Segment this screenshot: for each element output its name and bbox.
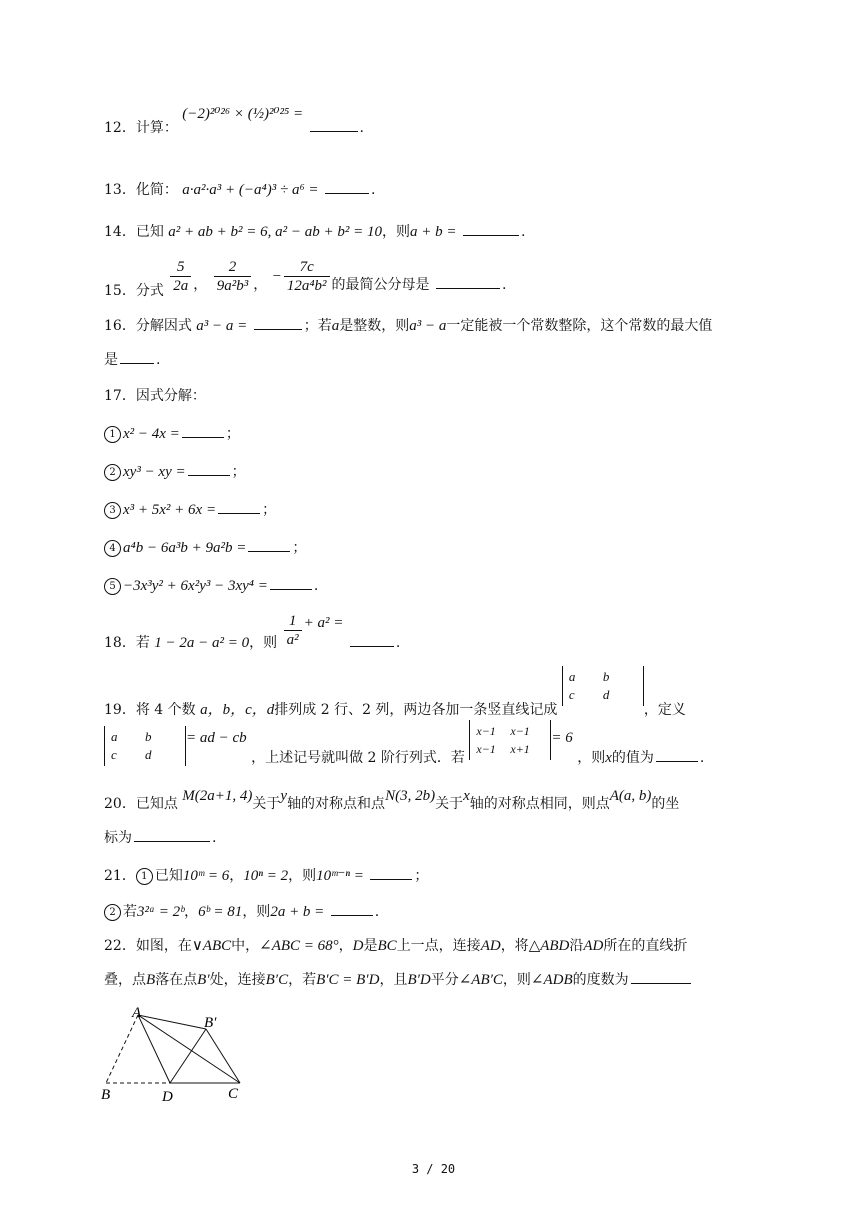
circled-number: 2 — [104, 904, 121, 921]
denominator: a² — [286, 632, 299, 648]
text: 关于 — [252, 796, 281, 812]
text: 的度数为 — [572, 972, 629, 988]
math-expression: a·a²·a³ + (−a⁴)³ ÷ a⁶ = — [182, 182, 319, 198]
cell: d — [145, 747, 152, 762]
punct: ； — [225, 426, 240, 442]
denominator: 12a⁴b² — [286, 278, 327, 294]
text: ；若 — [303, 318, 332, 334]
numerator: 5 — [170, 258, 191, 277]
question-number: 14． — [104, 224, 136, 240]
text: 轴的对称点相同，则点 — [469, 796, 610, 812]
answer-blank[interactable] — [270, 577, 312, 590]
q17-item-3 — [104, 500, 276, 520]
text: 的坐 — [651, 796, 680, 812]
text: ，定义 — [643, 702, 686, 718]
cell: c — [568, 687, 575, 702]
label-a: A — [132, 1005, 142, 1021]
math-expression: a⁴b − 6a³b + 9a²b = — [123, 540, 247, 556]
question-prefix: 分式 — [135, 282, 164, 299]
math-expression: 10ⁿ = 2 — [243, 868, 289, 884]
cell: x−1 — [476, 742, 496, 756]
answer-blank[interactable] — [370, 867, 412, 880]
circled-number: 2 — [104, 464, 121, 481]
text: 将 4 个数 — [135, 702, 196, 718]
text: ，则 — [242, 904, 271, 920]
question-19-line2 — [104, 726, 704, 766]
punct: . — [520, 224, 526, 240]
math-expression: (−2)²⁰²⁶ × (½)²⁰²⁵ = — [182, 106, 304, 122]
label-b: B — [101, 1087, 111, 1103]
text: 中， — [231, 938, 260, 954]
segment-bpd — [170, 1029, 206, 1083]
numerator: 2 — [214, 258, 252, 277]
separator: ， — [229, 868, 244, 884]
answer-blank[interactable] — [436, 276, 500, 289]
punct: . — [156, 352, 161, 368]
math-expression: a³ − a = — [196, 318, 248, 334]
text: 一定能被一个常数整除，这个常数的最大值 — [446, 318, 713, 334]
text: ，则 — [382, 224, 411, 240]
determinant-example — [562, 666, 644, 706]
q17-item-1 — [104, 424, 240, 444]
label-d: D — [162, 1089, 173, 1105]
point-n: N(3, 2b) — [385, 788, 436, 804]
question-number: 15． — [104, 282, 136, 299]
answer-blank[interactable] — [134, 829, 210, 842]
variable: x — [463, 788, 470, 804]
question-number: 18． — [104, 634, 136, 651]
segment-bpc — [206, 1029, 240, 1083]
math-expression: 1 − 2a − a² = 0 — [154, 634, 250, 651]
question-12 — [104, 106, 364, 138]
math-expression: x² − 4x = — [123, 426, 180, 442]
answer-blank[interactable] — [248, 539, 290, 552]
separator: ， — [184, 904, 199, 920]
cell: b — [602, 669, 610, 684]
text: 落在点 — [155, 972, 198, 988]
answer-blank[interactable] — [350, 634, 394, 647]
math-expression: a³ − a — [409, 318, 447, 334]
math-expression: 10ᵐ⁻ⁿ = — [316, 868, 364, 884]
page-number: 3 / 20 — [411, 1162, 456, 1176]
text: 排列成 2 行、2 列，两边各加一条竖直线记成 — [274, 702, 558, 718]
math-expression: x³ + 5x² + 6x = — [123, 502, 217, 518]
point-m: M(2a+1, 4) — [182, 788, 253, 804]
math-expression: a² + ab + b² = 6, a² − ab + b² = 10 — [168, 224, 383, 240]
question-17 — [104, 386, 206, 406]
question-prefix: 已知 — [135, 224, 164, 240]
text: 是 — [363, 938, 378, 954]
question-19 — [104, 662, 686, 718]
punct: . — [501, 276, 507, 293]
label-bp: B′ — [204, 1015, 217, 1031]
answer-blank[interactable] — [331, 903, 373, 916]
variable: AD — [480, 938, 501, 954]
text: 处，连接 — [209, 972, 266, 988]
cell: c — [111, 747, 117, 762]
separator: ，将 — [500, 938, 529, 954]
text: 的值为 — [611, 750, 654, 766]
q17-item-4 — [104, 538, 306, 558]
variable: B′D — [407, 972, 431, 988]
cell: b — [145, 729, 152, 744]
fraction-1 — [170, 258, 191, 295]
determinant-definition — [104, 726, 186, 766]
separator: ， — [338, 938, 353, 954]
variable: y — [280, 788, 288, 804]
question-14 — [104, 222, 525, 242]
math-expression: 10ᵐ = 6 — [182, 868, 230, 884]
cell: a — [111, 729, 118, 744]
punct: . — [359, 120, 364, 136]
math-expression: a + b = — [410, 224, 457, 240]
math-expression: = 6 — [551, 730, 573, 746]
text: 标为 — [104, 830, 132, 846]
math-expression: 3²ᵃ = 2ᵇ — [137, 904, 185, 920]
question-number: 13． — [104, 182, 136, 198]
text: 是 — [104, 352, 118, 368]
numerator: 7c — [284, 258, 330, 277]
question-21 — [104, 866, 428, 886]
text: 关于 — [435, 796, 464, 812]
math-expression: ∠ADB — [530, 972, 573, 988]
punct: . — [395, 634, 401, 651]
variable: x — [605, 750, 612, 766]
text: ，上述记号就叫做 2 阶行列式．若 — [251, 750, 465, 766]
text: 上一点，连接 — [396, 938, 481, 954]
question-22 — [104, 936, 687, 956]
answer-blank[interactable] — [218, 501, 260, 514]
text: 若 — [123, 904, 137, 920]
variable: B′C — [265, 972, 289, 988]
text: ，则 — [249, 634, 278, 651]
question-number: 22． — [104, 938, 136, 954]
answer-blank[interactable] — [631, 971, 691, 984]
separator: ， — [253, 276, 268, 293]
label-c: C — [228, 1086, 239, 1102]
minus-sign: − — [271, 268, 282, 285]
math-expression: xy³ − xy = — [123, 464, 186, 480]
punct: ； — [292, 540, 307, 556]
punct: . — [212, 830, 217, 846]
variable: D — [352, 938, 364, 954]
q17-item-5 — [104, 576, 318, 596]
question-number: 12． — [104, 120, 136, 136]
question-number: 21． — [104, 868, 136, 884]
segment-ab — [106, 1015, 138, 1083]
q17-item-2 — [104, 462, 246, 482]
math-expression: ∨ABC — [191, 938, 232, 954]
fraction-2 — [214, 258, 252, 295]
punct: . — [374, 904, 380, 920]
question-prefix: 化简： — [135, 182, 178, 198]
answer-blank[interactable] — [656, 749, 698, 762]
question-21-item2 — [104, 902, 379, 922]
question-20 — [104, 788, 680, 814]
fraction — [284, 612, 302, 649]
math-expression: + a² = — [303, 614, 344, 631]
text: 平分 — [430, 972, 459, 988]
denominator: 2a — [173, 278, 189, 294]
geometry-figure — [98, 1005, 258, 1105]
variable: BC — [377, 938, 397, 954]
question-number: 19． — [104, 702, 136, 718]
punct: ； — [262, 502, 277, 518]
cell: x+1 — [510, 742, 530, 756]
question-number: 20． — [104, 796, 136, 812]
answer-blank[interactable] — [120, 351, 154, 364]
circled-number: 3 — [104, 502, 121, 519]
cell: d — [602, 687, 610, 702]
math-expression: B′C = B′D — [316, 972, 380, 988]
circled-number: 5 — [104, 578, 121, 595]
answer-blank[interactable] — [310, 119, 358, 132]
question-13 — [104, 180, 375, 200]
answer-blank[interactable] — [188, 463, 230, 476]
punct: . — [313, 578, 319, 594]
question-16 — [104, 316, 712, 336]
punct: . — [699, 750, 705, 766]
variable: B — [146, 972, 156, 988]
point-a: A(a, b) — [609, 788, 652, 804]
numerator: 1 — [284, 612, 302, 631]
text: ，则 — [288, 868, 317, 884]
text: 已知 — [154, 868, 183, 884]
math-expression: ∠AB′C — [458, 972, 503, 988]
separator: ， — [193, 276, 208, 293]
text: 叠，点 — [104, 972, 146, 988]
answer-blank[interactable] — [463, 223, 519, 236]
punct: ； — [231, 464, 246, 480]
variable: B′ — [197, 972, 210, 988]
math-expression: ∠ABC = 68° — [259, 938, 339, 954]
text: 沿 — [569, 938, 584, 954]
math-expression: = ad − cb — [186, 730, 247, 746]
question-22-line2 — [104, 970, 693, 990]
text: ，若 — [288, 972, 317, 988]
text: ，且 — [379, 972, 408, 988]
math-expression: 2a + b = — [270, 904, 325, 920]
punct: . — [371, 182, 376, 198]
answer-blank[interactable] — [325, 181, 369, 194]
question-title: 因式分解： — [135, 388, 206, 404]
text: 轴的对称点和点 — [287, 796, 386, 812]
circled-number: 1 — [136, 868, 153, 885]
cell: x−1 — [510, 724, 530, 738]
text: 是整数，则 — [339, 318, 410, 334]
circled-number: 4 — [104, 540, 121, 557]
variable: a — [331, 318, 340, 334]
fraction-3 — [284, 258, 330, 295]
question-number: 17． — [104, 388, 136, 404]
question-18 — [104, 612, 400, 649]
answer-blank[interactable] — [182, 425, 224, 438]
denominator: 9a²b³ — [216, 278, 249, 294]
answer-blank[interactable] — [254, 317, 302, 330]
determinant-equation — [469, 720, 551, 760]
question-prefix: 分解因式 — [135, 318, 192, 334]
question-16-line2 — [104, 350, 160, 370]
variables: a，b，c，d — [200, 702, 275, 718]
question-prefix: 计算： — [135, 120, 178, 136]
math-expression: △ABD — [528, 938, 570, 954]
question-prefix: 若 — [135, 634, 150, 651]
math-expression: 6ᵇ = 81 — [198, 904, 243, 920]
text: ，则 — [502, 972, 531, 988]
question-number: 16． — [104, 318, 136, 334]
text: 已知点 — [135, 796, 178, 812]
circled-number: 1 — [104, 426, 121, 443]
text: 如图，在 — [135, 938, 192, 954]
cell: x−1 — [476, 724, 496, 738]
cell: a — [568, 669, 576, 684]
text: 所在的直线折 — [603, 938, 688, 954]
question-20-line2 — [104, 828, 216, 848]
text: 的最简公分母是 — [331, 276, 430, 293]
punct: ； — [414, 868, 429, 884]
text: ，则 — [577, 750, 606, 766]
math-expression: −3x³y² + 6x²y³ − 3xy⁴ = — [123, 578, 268, 594]
variable: AD — [583, 938, 604, 954]
question-15 — [104, 258, 507, 299]
